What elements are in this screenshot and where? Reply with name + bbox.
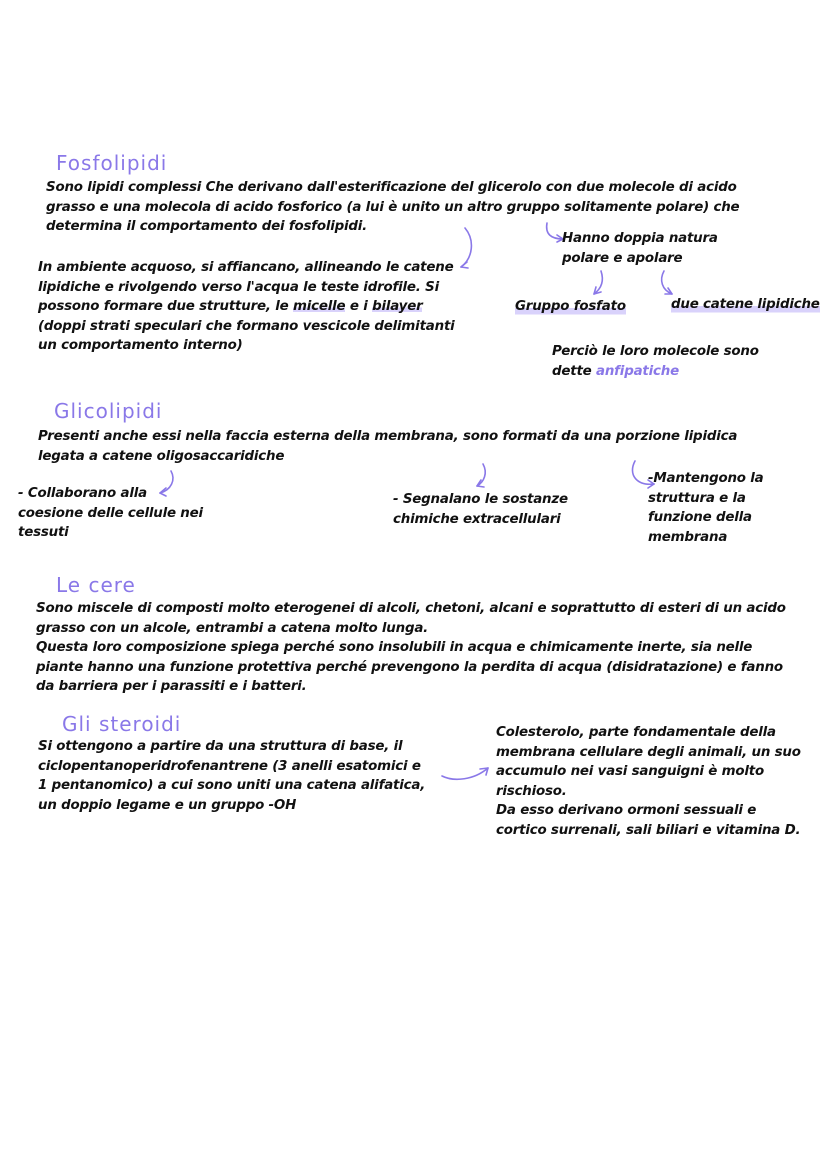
arrow-to-fosfato-icon bbox=[590, 270, 608, 298]
anfipatiche-note: Perciò le loro molecole sono dette anfipatiche bbox=[552, 344, 759, 379]
colesterolo-note: Colesterolo, parte fondamentale della membrana cellulare degli animali, un suo accumulo nei vasi sanguigni è molto rischioso. bbox=[496, 725, 801, 799]
fosfolipidi-heading: Fosfolipidi bbox=[56, 151, 168, 175]
glicolipidi-funzione-coesione: - Collaborano alla coesione delle cellule nei tessuti bbox=[18, 486, 203, 540]
fosfolipidi-ambiente: In ambiente acquoso, si affiancano, allineando le catene lipidiche e rivolgendo verso l'acqua le teste idrofile. Si possono formare due strutture, le micelle e i bilayer (doppi strati speculari che formano vescicole delimitanti un comportamento interno) bbox=[38, 260, 455, 353]
steroidi-heading: Gli steroidi bbox=[62, 712, 182, 736]
glicolipidi-heading: Glicolipidi bbox=[54, 399, 163, 423]
glicolipidi-intro: Presenti anche essi nella faccia esterna della membrana, sono formati da una porzione lipidica legata a catene oligosaccaridiche bbox=[38, 429, 738, 464]
anfipatiche-term: anfipatiche bbox=[596, 363, 679, 379]
natura-note: Hanno doppia natura polare e apolare bbox=[562, 231, 718, 266]
arrow-to-f2-icon bbox=[472, 463, 490, 491]
bilayer-term: bilayer bbox=[372, 299, 423, 314]
gruppo-fosfato-label: Gruppo fosfato bbox=[515, 297, 626, 317]
arrow-to-colesterolo-icon bbox=[440, 760, 495, 784]
cere-heading: Le cere bbox=[56, 573, 136, 597]
catene-lipidiche-label: due catene lipidiche bbox=[671, 295, 820, 315]
micelle-term: micelle bbox=[292, 299, 346, 314]
derivati-note: Da esso derivano ormoni sessuali e cortico surrenali, sali biliari e vitamina D. bbox=[496, 803, 801, 838]
glicolipidi-funzione-segnalazione: - Segnalano le sostanze chimiche extracellulari bbox=[393, 492, 568, 527]
cere-paragraph-2: Questa loro composizione spiega perché sono insolubili in acqua e chimicamente inerte, sia nelle piante hanno una funzione protettiva perché prevengono la perdita di acqua (disidratazione) e fanno da barriera per i parassiti e i batteri. bbox=[36, 640, 783, 694]
cere-paragraph-1: Sono miscele di composti molto eterogenei di alcoli, chetoni, alcani e soprattutto di esteri di un acido grasso con un alcole, entrambi a catena molto lunga. bbox=[36, 601, 786, 636]
steroidi-paragraph: Si ottengono a partire da una struttura di base, il ciclopentanoperidrofenantrene (3 anelli esatomici e 1 pentanomico) a cui sono uniti una catena alifatica, un doppio legame e un gruppo -OH bbox=[38, 739, 426, 813]
glicolipidi-funzione-membrana: -Mantengono la struttura e la funzione della membrana bbox=[648, 471, 764, 545]
fosfolipidi-intro: Sono lipidi complessi Che derivano dall'esterificazione del glicerolo con due molecole di acido grasso e una molecola di acido fosforico (a lui è unito un altro gruppo solitamente polare) che determina il comportamento dei fosfolipidi. bbox=[46, 180, 740, 234]
